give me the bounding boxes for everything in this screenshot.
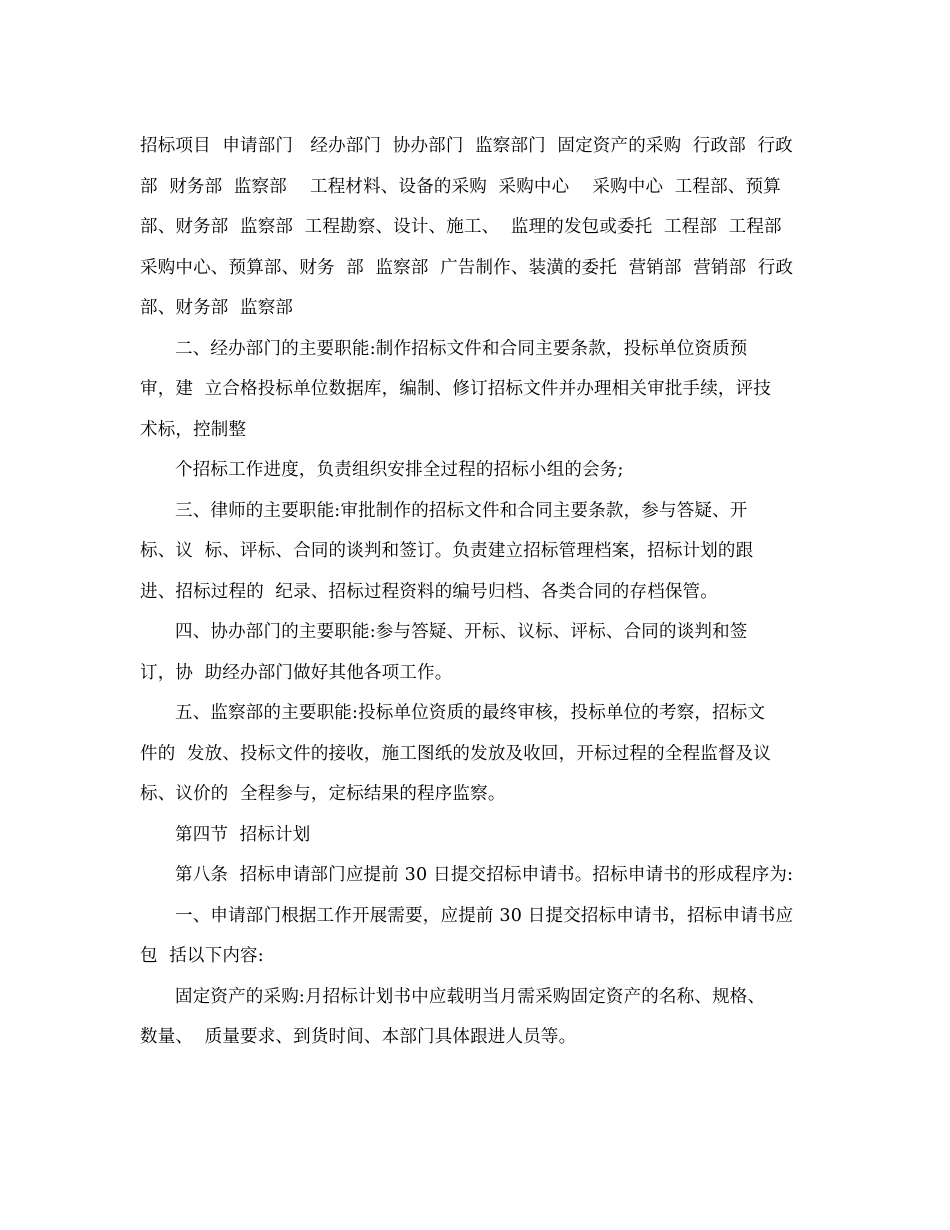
text-line: 部、财务部 监察部 xyxy=(140,298,294,318)
paragraph-line: 四、协办部门的主要职能:参与答疑、开标、议标、评标、合同的谈判和签 xyxy=(175,622,748,642)
text-line: 采购中心、预算部、财务 部 监察部 广告制作、装潢的委托 营销部 营销部 行政 xyxy=(140,257,794,278)
text-line: 标、议 标、评标、合同的谈判和签订。负责建立招标管理档案，招标计划的跟 xyxy=(140,541,754,561)
text-line: 件的 发放、投标文件的接收，施工图纸的发放及收回，开标过程的全程监督及议 xyxy=(140,743,772,764)
text-line: 进、招标过程的 纪录、招标过程资料的编号归档、各类合同的存档保管。 xyxy=(140,581,718,602)
text-line: 包 括以下内容: xyxy=(140,946,264,966)
text-line: 招标项目 申请部门 经办部门 协办部门 监察部门 固定资产的采购 行政部 行政 xyxy=(140,136,793,156)
paragraph-line: 一、申请部门根据工作开展需要，应提前 30 日提交招标申请书，招标申请书应 xyxy=(175,905,794,926)
text-line: 标、议价的 全程参与，定标结果的程序监察。 xyxy=(140,784,506,804)
text-line: 数量、 质量要求、到货时间、本部门具体跟进人员等。 xyxy=(140,1027,577,1047)
paragraph-line: 第八条 招标申请部门应提前 30 日提交招标申请书。招标申请书的形成程序为: xyxy=(175,865,794,885)
text-line: 术标，控制整 xyxy=(140,419,247,440)
paragraph-line: 固定资产的采购:月招标计划书中应载明当月需采购固定资产的名称、规格、 xyxy=(175,986,766,1007)
paragraph-line: 二、经办部门的主要职能:制作招标文件和合同主要条款，投标单位资质预 xyxy=(175,338,748,359)
text-line: 部、财务部 监察部 工程勘察、设计、施工、 监理的发包或委托 工程部 工程部 xyxy=(140,217,782,237)
paragraph-line: 个招标工作进度，负责组织安排全过程的招标小组的会务; xyxy=(175,460,624,480)
paragraph-line: 五、监察部的主要职能:投标单位资质的最终审核，投标单位的考察，招标文 xyxy=(175,703,766,723)
text-line: 审，建 立合格投标单位数据库，编制、修订招标文件并办理相关审批手续，评技 xyxy=(140,379,772,399)
document-body xyxy=(140,126,820,1058)
text-line: 订，协 助经办部门做好其他各项工作。 xyxy=(140,662,453,683)
section-heading: 第四节 招标计划 xyxy=(175,824,311,845)
text-line: 部 财务部 监察部 工程材料、设备的采购 采购中心 采购中心 工程部、预算 xyxy=(140,176,781,197)
paragraph-line: 三、律师的主要职能:审批制作的招标文件和合同主要条款，参与答疑、开 xyxy=(175,500,748,521)
